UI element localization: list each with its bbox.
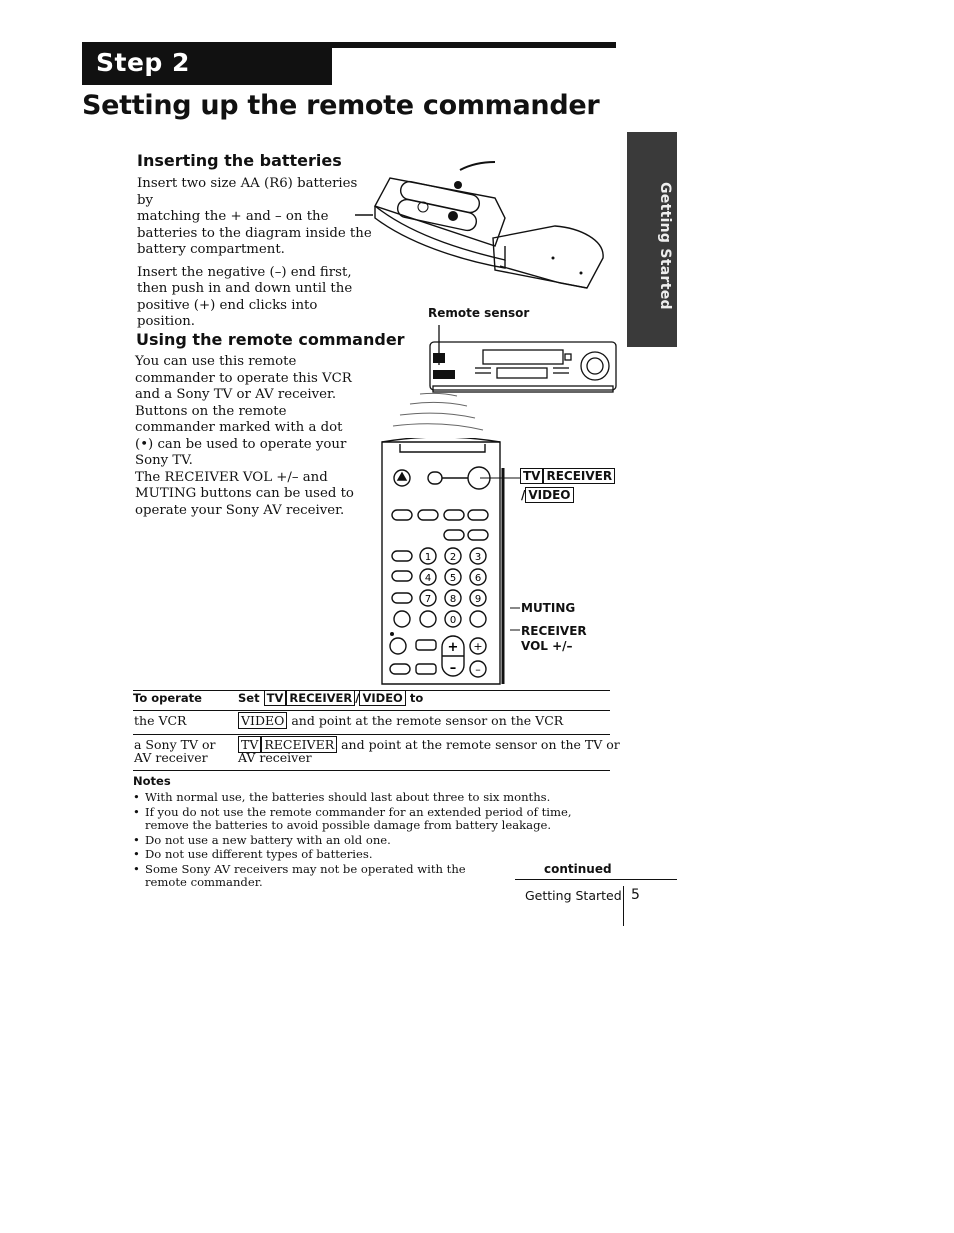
row2-tv-key: TV — [238, 736, 261, 753]
note-item: • Do not use a new battery with an old one. — [133, 834, 603, 847]
notes-list — [133, 791, 603, 891]
step-label: Step 2 — [96, 48, 190, 77]
using-description — [135, 354, 365, 519]
table-row-rule — [133, 734, 610, 735]
volume-plus-key: + — [447, 640, 459, 655]
tv-key-label: TV — [520, 468, 543, 484]
text-line: operate your Sony AV receiver. — [135, 502, 345, 518]
text-line: batteries to the diagram inside the — [137, 225, 372, 241]
text-line: You can use this remote — [135, 354, 297, 369]
table-row2-device — [134, 738, 215, 764]
number-key-0: 0 — [449, 615, 457, 626]
slash-separator: / — [521, 488, 526, 502]
text-line: Insert two size AA (R6) batteries by — [137, 176, 358, 208]
number-key-7: 7 — [424, 594, 432, 605]
text-line: battery compartment. — [137, 242, 285, 257]
row1-video-key: VIDEO — [238, 712, 287, 729]
batteries-instructions — [137, 176, 372, 331]
page-number: 5 — [631, 887, 640, 903]
note-item: • Do not use different types of batteries. — [133, 848, 603, 861]
number-key-5: 5 — [449, 573, 457, 584]
text-line: and a Sony TV or AV receiver. — [135, 387, 337, 402]
receiver-callout: RECEIVER — [521, 624, 587, 638]
minus-key: – — [475, 663, 481, 676]
callout-leader-lines — [480, 470, 525, 670]
text-line: Insert the negative (–) end first, — [137, 264, 352, 280]
page-title: Setting up the remote commander — [82, 90, 600, 121]
header-receiver-key: RECEIVER — [286, 690, 355, 706]
table-header-to-operate: To operate — [133, 691, 202, 705]
number-key-8: 8 — [449, 594, 457, 605]
table-row1-instruction — [238, 714, 563, 727]
table-row1-device: the VCR — [134, 713, 187, 728]
header-rule — [332, 42, 616, 48]
using-heading: Using the remote commander — [136, 330, 405, 349]
header-tv-key: TV — [264, 690, 287, 706]
remote-sensor-label: Remote sensor — [428, 306, 530, 320]
row2-instruction-text: and point at the remote sensor on the TV or — [341, 737, 620, 752]
footer-section-name: Getting Started — [525, 888, 622, 903]
header-video-key: VIDEO — [359, 690, 405, 706]
row1-instruction-text: and point at the remote sensor on the VCR — [291, 713, 564, 728]
battery-compartment-illustration — [355, 158, 615, 293]
text-line: Buttons on the remote — [135, 403, 287, 419]
text-line: commander to operate this VCR — [135, 370, 352, 386]
number-key-9: 9 — [474, 594, 482, 605]
header-prefix: Set — [238, 691, 260, 705]
row2-instruction-text2: AV receiver — [238, 750, 312, 765]
notes-title: Notes — [133, 774, 171, 788]
batteries-heading: Inserting the batteries — [137, 151, 342, 170]
volume-minus-key: – — [449, 661, 457, 676]
vcr-illustration — [425, 320, 620, 400]
text-line: The RECEIVER VOL +/– and — [135, 469, 328, 485]
table-bottom-rule — [133, 770, 610, 771]
text-line: (•) can be used to operate your — [135, 436, 347, 452]
video-switch-callout — [521, 488, 574, 502]
row2-receiver-key: RECEIVER — [261, 736, 337, 753]
note-item: • Some Sony AV receivers may not be operated with the remote commander. — [133, 863, 490, 889]
number-key-2: 2 — [449, 552, 457, 563]
section-side-tab-label: Getting Started — [657, 182, 673, 310]
text-line: Sony TV. — [135, 453, 193, 468]
note-item: • With normal use, the batteries should last about three to six months. — [133, 791, 603, 804]
section-side-tab — [627, 132, 677, 347]
note-item: • If you do not use the remote commander for an extended period of time, remove the batteries to avoid possible damage from battery leakage. — [133, 806, 603, 832]
row2-device-line1: a Sony TV or — [134, 737, 216, 752]
table-row2-instruction — [238, 738, 620, 764]
continued-label: continued — [544, 862, 612, 876]
video-key-label: VIDEO — [525, 487, 573, 503]
text-line: commander marked with a dot — [135, 420, 343, 435]
text-line: MUTING buttons can be used to — [135, 486, 354, 501]
continued-rule — [515, 879, 677, 880]
number-key-3: 3 — [474, 552, 482, 563]
table-header-rule — [133, 710, 610, 711]
footer-separator — [623, 886, 624, 926]
table-header-set — [238, 691, 423, 705]
receiver-key-label: RECEIVER — [543, 468, 615, 484]
number-key-4: 4 — [424, 573, 432, 584]
plus-key: + — [473, 640, 483, 653]
muting-callout: MUTING — [521, 601, 576, 615]
infrared-signal-waves — [385, 392, 485, 437]
text-line: positive (+) end clicks into position. — [137, 297, 318, 329]
text-line: then push in and down until the — [137, 281, 353, 296]
tv-receiver-switch-callout — [520, 469, 615, 483]
number-key-1: 1 — [424, 552, 432, 563]
row2-device-line2: AV receiver — [134, 750, 208, 765]
number-key-6: 6 — [474, 573, 482, 584]
receiver-vol-callout: VOL +/– — [521, 639, 573, 653]
header-suffix: to — [409, 691, 424, 705]
text-line: matching the + and – on the — [137, 209, 329, 224]
header-slash: / — [355, 691, 360, 705]
